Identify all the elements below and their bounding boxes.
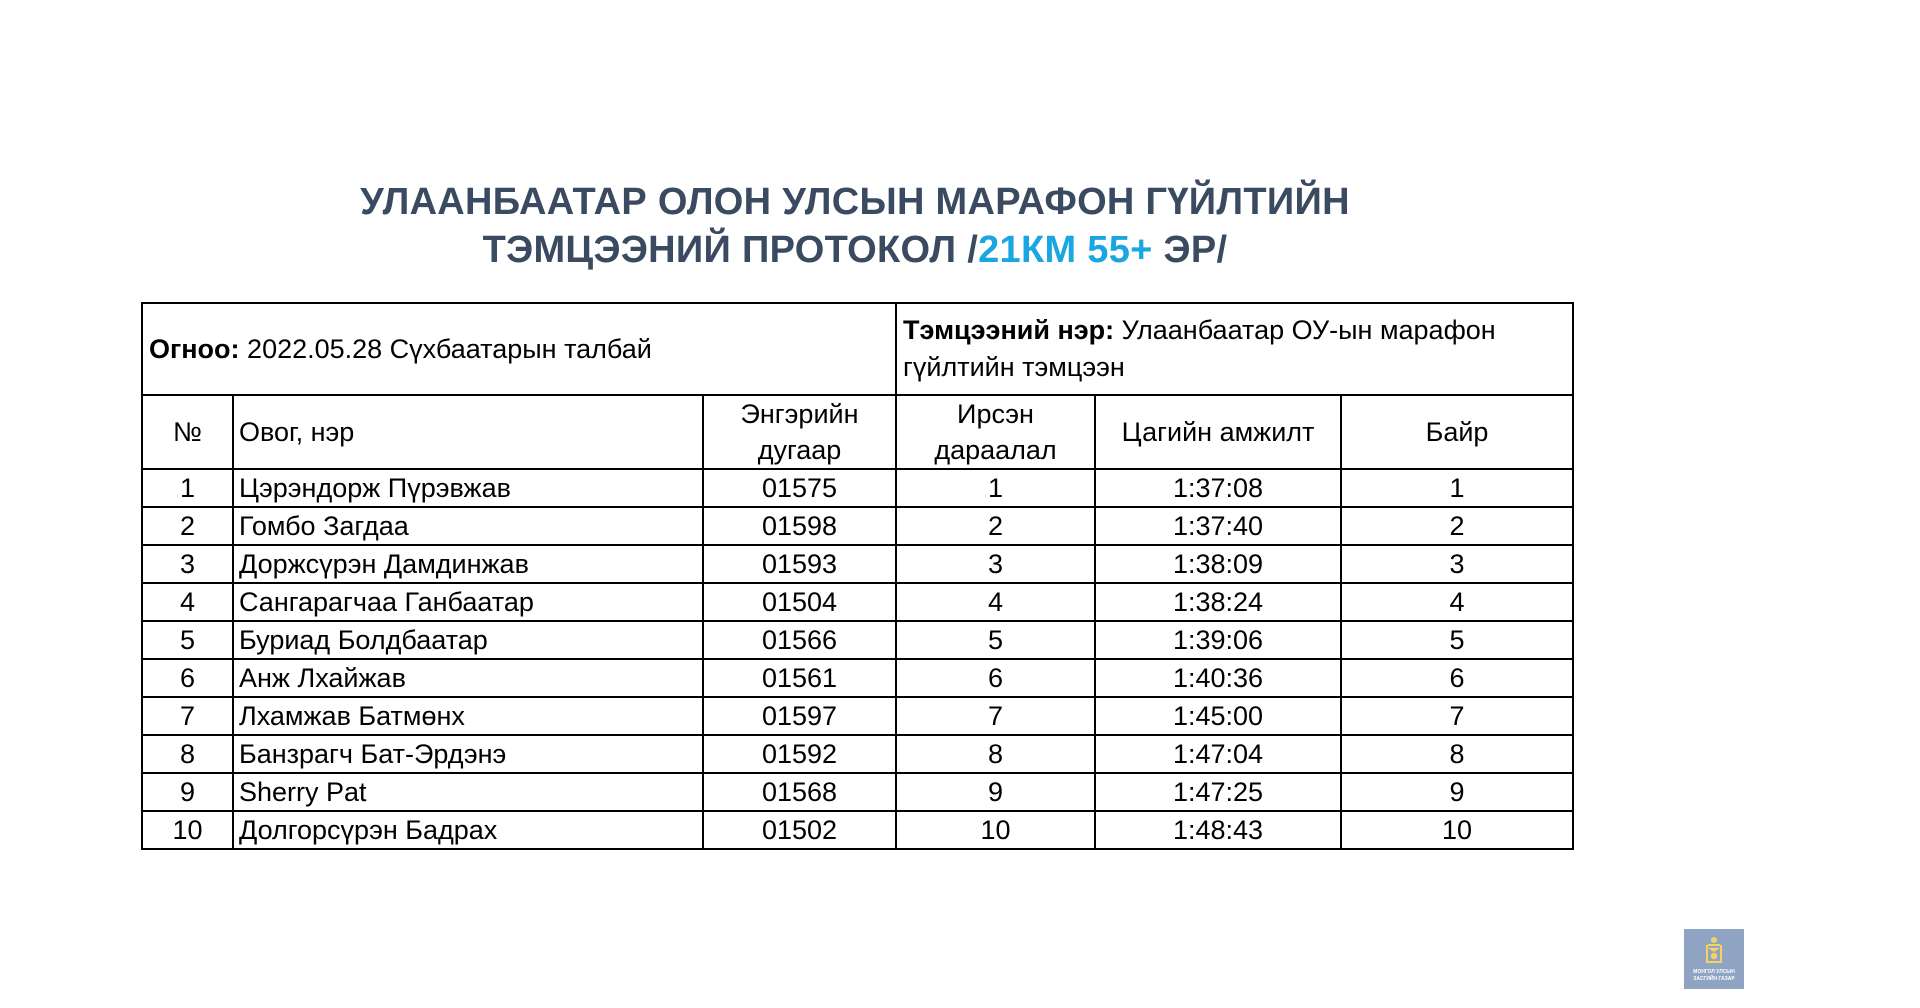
government-logo xyxy=(1684,929,1744,989)
cell-bib: 01592 xyxy=(703,735,896,773)
title-line-1: УЛААНБААТАР ОЛОН УЛСЫН МАРАФОН ГҮЙЛТИЙН xyxy=(360,181,1350,223)
cell-order: 3 xyxy=(896,545,1095,583)
cell-time: 1:37:40 xyxy=(1095,507,1341,545)
logo-caption-1: МОНГОЛ УЛСЫН xyxy=(1693,969,1735,975)
cell-time: 1:45:00 xyxy=(1095,697,1341,735)
title-line-2-prefix: ТЭМЦЭЭНИЙ ПРОТОКОЛ / xyxy=(482,229,979,271)
cell-order: 2 xyxy=(896,507,1095,545)
header-name: Овог, нэр xyxy=(233,395,703,469)
cell-order: 6 xyxy=(896,659,1095,697)
title-category-accent: 21КМ 55+ xyxy=(978,229,1153,271)
cell-time: 1:38:24 xyxy=(1095,583,1341,621)
cell-place: 1 xyxy=(1341,469,1573,507)
cell-place: 3 xyxy=(1341,545,1573,583)
cell-place: 5 xyxy=(1341,621,1573,659)
results-table xyxy=(141,302,1574,850)
event-label: Тэмцээний нэр: xyxy=(903,315,1115,345)
cell-bib: 01502 xyxy=(703,811,896,849)
table-row xyxy=(142,583,1573,621)
cell-place: 6 xyxy=(1341,659,1573,697)
cell-bib: 01561 xyxy=(703,659,896,697)
cell-bib: 01575 xyxy=(703,469,896,507)
header-time: Цагийн амжилт xyxy=(1095,395,1341,469)
cell-time: 1:47:25 xyxy=(1095,773,1341,811)
cell-time: 1:48:43 xyxy=(1095,811,1341,849)
cell-place: 4 xyxy=(1341,583,1573,621)
cell-place: 8 xyxy=(1341,735,1573,773)
cell-no: 2 xyxy=(142,507,233,545)
title-line-2 xyxy=(0,226,1710,274)
cell-name: Анж Лхайжав xyxy=(233,659,703,697)
cell-no: 3 xyxy=(142,545,233,583)
cell-name: Лхамжав Батмөнх xyxy=(233,697,703,735)
cell-no: 5 xyxy=(142,621,233,659)
header-row xyxy=(142,395,1573,469)
document-title xyxy=(0,178,1710,274)
cell-place: 9 xyxy=(1341,773,1573,811)
cell-name: Цэрэндорж Пүрэвжав xyxy=(233,469,703,507)
cell-time: 1:38:09 xyxy=(1095,545,1341,583)
date-label: Огноо: xyxy=(149,333,240,364)
cell-name: Банзрагч Бат-Эрдэнэ xyxy=(233,735,703,773)
cell-time: 1:39:06 xyxy=(1095,621,1341,659)
cell-time: 1:40:36 xyxy=(1095,659,1341,697)
cell-name: Буриад Болдбаатар xyxy=(233,621,703,659)
cell-no: 6 xyxy=(142,659,233,697)
cell-time: 1:37:08 xyxy=(1095,469,1341,507)
cell-order: 1 xyxy=(896,469,1095,507)
cell-no: 9 xyxy=(142,773,233,811)
cell-bib: 01504 xyxy=(703,583,896,621)
header-no: № xyxy=(142,395,233,469)
cell-order: 4 xyxy=(896,583,1095,621)
cell-order: 7 xyxy=(896,697,1095,735)
table-row xyxy=(142,811,1573,849)
cell-place: 7 xyxy=(1341,697,1573,735)
table-row xyxy=(142,735,1573,773)
table-row xyxy=(142,469,1573,507)
title-line-2-suffix: ЭР/ xyxy=(1152,229,1228,271)
header-place: Байр xyxy=(1341,395,1573,469)
header-bib: Энгэрийн дугаар xyxy=(703,395,896,469)
cell-no: 8 xyxy=(142,735,233,773)
cell-no: 4 xyxy=(142,583,233,621)
cell-name: Сангарагчаа Ганбаатар xyxy=(233,583,703,621)
date-cell xyxy=(142,303,896,395)
cell-bib: 01597 xyxy=(703,697,896,735)
cell-bib: 01598 xyxy=(703,507,896,545)
info-row xyxy=(142,303,1573,395)
cell-order: 8 xyxy=(896,735,1095,773)
event-cell xyxy=(896,303,1573,395)
soyombo-emblem-icon xyxy=(1704,936,1724,964)
cell-no: 10 xyxy=(142,811,233,849)
event-value: Улаанбаатар ОУ-ын марафон гүйлтийн тэмцээн xyxy=(903,315,1496,382)
cell-place: 2 xyxy=(1341,507,1573,545)
cell-name: Доржсүрэн Дамдинжав xyxy=(233,545,703,583)
cell-no: 1 xyxy=(142,469,233,507)
cell-order: 5 xyxy=(896,621,1095,659)
cell-order: 9 xyxy=(896,773,1095,811)
table-row xyxy=(142,545,1573,583)
cell-order: 10 xyxy=(896,811,1095,849)
table-row xyxy=(142,697,1573,735)
cell-place: 10 xyxy=(1341,811,1573,849)
date-value: 2022.05.28 Сүхбаатарын талбай xyxy=(239,333,652,364)
cell-name: Гомбо Загдаа xyxy=(233,507,703,545)
cell-time: 1:47:04 xyxy=(1095,735,1341,773)
cell-name: Долгорсүрэн Бадрах xyxy=(233,811,703,849)
table-row xyxy=(142,621,1573,659)
cell-bib: 01593 xyxy=(703,545,896,583)
cell-no: 7 xyxy=(142,697,233,735)
header-finish-order: Ирсэн дараалал xyxy=(896,395,1095,469)
cell-name: Sherry Pat xyxy=(233,773,703,811)
table-row xyxy=(142,507,1573,545)
cell-bib: 01568 xyxy=(703,773,896,811)
table-row xyxy=(142,773,1573,811)
logo-caption-2: ЗАСГИЙН ГАЗАР xyxy=(1693,976,1735,982)
cell-bib: 01566 xyxy=(703,621,896,659)
table-row xyxy=(142,659,1573,697)
